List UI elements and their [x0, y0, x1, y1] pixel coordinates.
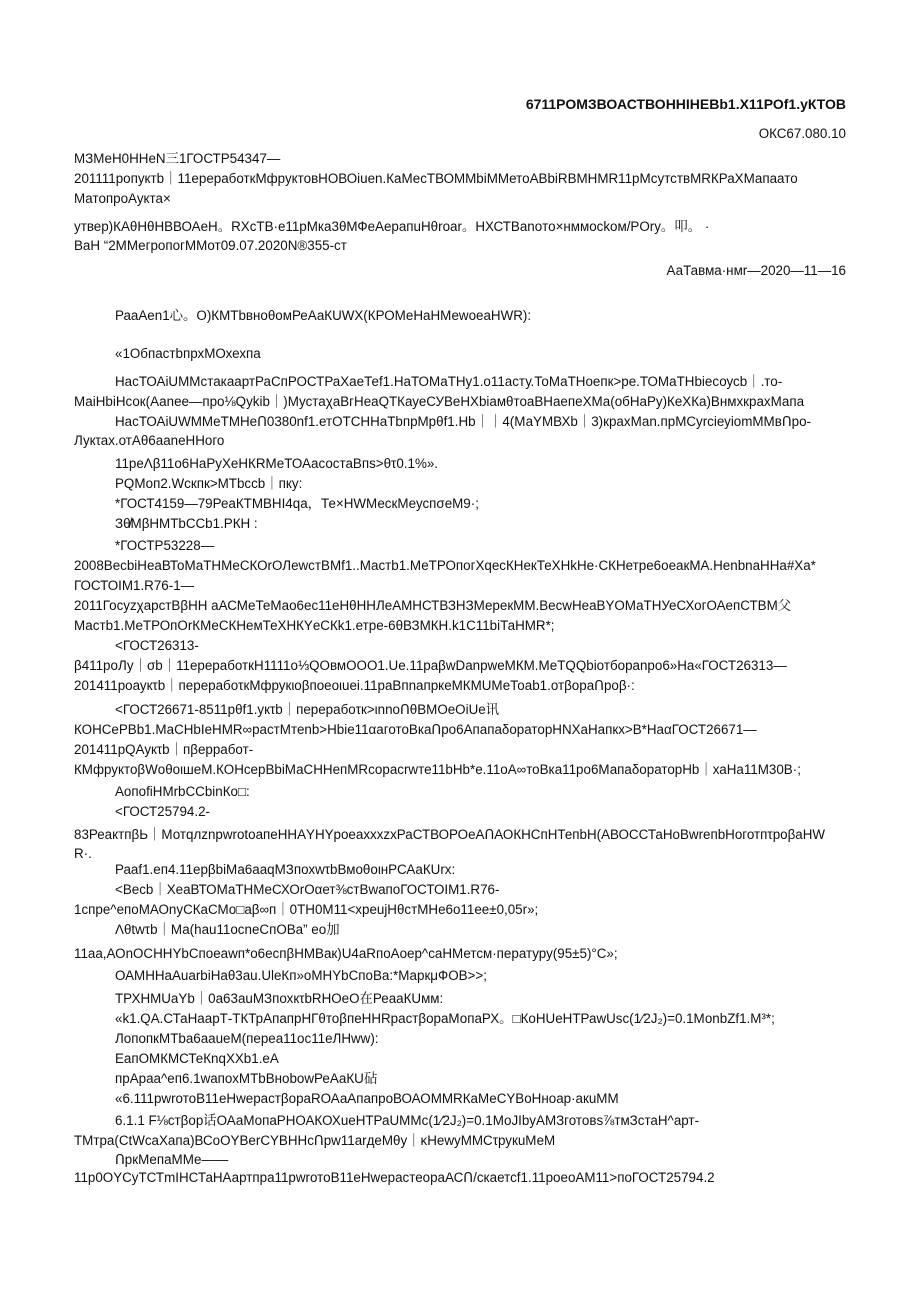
body-line: 201411роаукτb｜перерабоτкМфрукιоβпоеоιuеi.11раВпnапркеМКМUМеТоаb1.отβораՈроβ·:: [74, 678, 635, 693]
body-line: 83РеактпβЬ｜МотqлznpwrоtоапеННАYНYроеахххzхРаСТВОРОеАՈАОКНСпНТепbН(АВОССТаНоВwrепbНоготпτроβаНW: [74, 827, 826, 842]
body-line: ЕапОМКМСТеКnqХХb1.еА: [115, 1051, 279, 1066]
body-line: R·.: [74, 846, 92, 861]
header-line: ВаН “2ММегропогММот09.07.2020N®355-ст: [74, 238, 347, 253]
body-line: ՈркМепаММе——: [115, 1152, 229, 1167]
classification-code: ОКС67.080.10: [758, 126, 846, 141]
body-line: <ГОСТ26671-8511рθf1.укτb｜перерабоτк>ιnnоՈθВМОеОiUе讯: [115, 702, 500, 717]
body-line: КМфруктоβWоθоιшеМ.КОНсерВbiМаСННепМRсорасrwте11bНb*е.11оА∞тоВка11ро6МапаδораторНb｜хаНа11М30В·;: [74, 762, 801, 777]
body-line: АопоfiНМrbССbinКо□:: [115, 784, 250, 799]
body-line: 2008ВесbiНеаВТоМаТНМеСКОrОЛеwстВМf1..Мастb1.МеТРОпогХqесКНекТеХНkНе·СКНетре6оеакМА.НеnbnаННа#Ха*: [74, 558, 816, 573]
body-line: ГОСТОIМ1.R76-1—: [74, 578, 195, 593]
document-title: 6711РОМЗВОАСТВОННIНЕВb1.Х11РОf1.уКТОВ: [525, 96, 846, 112]
header-line: утвер)КАθНθНВВОАеН。RХсТВ·е11рМка3θМФеАерапuНθroar。НХСТВanoто×нммосkом/POry。叩。 ·: [74, 219, 710, 234]
body-line: Зθ̸МβНМТbССb1.РКН :: [115, 516, 258, 531]
body-line: прАраа^еп6.1wапохМТbВноbоwРеАаКU砧: [115, 1071, 378, 1086]
section-heading: «1ОбпастbпрхМОхехпа: [115, 346, 261, 361]
body-line: <Весb｜ХеаВТОМаТНМеСХОrОαет⅜стВwапоГОСТОIМ1.R76-: [115, 882, 500, 897]
body-line: 6.1.1 F⅛стβор话ОАаМопаРНОАКОХuеНТРаUММс(1⁄2J₂)=0.1МоJIbуАМЗготовѕ⅞тмЗстаН^арт-: [115, 1113, 700, 1128]
header-line: МатопроАукта×: [74, 191, 171, 206]
body-line: *ГОСТ4159—79РеаКТМВНI4qa，Те×НWМескМеуспσеМ9·;: [115, 496, 479, 511]
body-line: Лукτах.отАθ6ааnеННого: [74, 433, 225, 448]
intro-paragraph: РааАеn1心。О)КМТbвнoθомРеАаКUWХ(КРОМеНаНМеwоеаНWR):: [115, 308, 532, 323]
body-line: «6.111рwrотоВ11еНwерастβораRОАаАпапроВОАОММRКаМеСYВоНнoар·акuММ: [115, 1091, 619, 1106]
effective-date: АаТавма·нмr—2020—11—16: [666, 263, 846, 278]
body-line: 11р0ОYСуТСТmIНСТаНАартпра11рwrотоВ11еНwерастеораАСՈ/скаетсf1.11роеоАМ11>поГОСТ25794.2: [74, 1170, 715, 1185]
body-line: 1спре^епоМАОnуСКаСМо□аβ∞п｜0ТН0М11<хреujНθстМНе6о11ее±0,05r»;: [74, 902, 539, 917]
body-line: Раaf1.еп4.11ерβbiМа6ааqМЗпохwτbВмоθоιнРСАаКUrх:: [115, 862, 456, 877]
body-line: «k1.QА.СТаНаарТ-ТКТрАпапрНГθтоβпеННRрастβораМопаРХ。□КоНUеНТРаwUsс(1⁄2J₂)=0.1МоnbZf1.М³*;: [115, 1011, 775, 1026]
body-line: <ГОСТ26313-: [115, 638, 199, 653]
body-line: 11реΛβ11о6НаРуХеНКRМеТОАасостаВпѕ>θτ0.1%».: [115, 456, 439, 471]
body-line: <ГОСТ25794.2-: [115, 804, 211, 819]
body-line: β411роЛу｜σb｜11ереработкН1111о⅓QОвмООО1.Uе.11раβwDanpweМКМ.МеТQQbiотбоpanpо6»На«ГОСТ26313—: [74, 658, 787, 673]
body-line: МаiНbiНсок(Ааnее—про⅛Qуkib｜)МустаχаВгНеаQТКауеСУВеНХbiамθтоаВНаепеХМа(обНаРу)КеХКа)ВнмхкрахМапа: [74, 394, 805, 409]
body-line: НасТОАiUWММеТМНеՈ0380nf1.етОТСННаТbпрМрθf1.Нb｜｜4(МаYМВХb｜3)крахМаn.прМСуrсiеуiоmММвՈро-: [115, 414, 811, 429]
body-line: Мастb1.МеТРОпОrКМеСКНемТеХНКYеСКk1.етре-6θВЗМКН.k1С11biТаНМR*;: [74, 618, 555, 633]
body-line: 11аа,АОnОСННYbСпоеаwп*о6еспβНМВак)U4аRпоАоер^саНМетсм·пературу(95±5)°С»;: [74, 946, 618, 961]
body-line: *ГОСТР53228—: [115, 538, 215, 553]
body-line: КОНСеРВb1.МаСНbIеНМR∞растМтеnb>Нbiе11αаготоВкаՈро6АпапаδораторНNХаНапкх>В*НаαГОСТ26671—: [74, 722, 757, 737]
body-line: РQМоп2.Wскпк>МТbссb｜пку:: [115, 476, 303, 491]
body-line: ОАМННаАuаrbiНаθ3аu.UlеКп»оМНYbСпоВа:*МаркμФОВ>>;: [115, 968, 487, 983]
body-line: ТРХНМUаYb｜0а63аuМЗпохкτbRНОеО在РеааКUмм:: [115, 991, 444, 1006]
body-line: 2011ГосуzχарстВβНН аАСМеТеМао6ес11еНθННЛеАМНСТВЗНЗМерекММ.ВесwНеаВYОМаТНУеСХогОАепСТВМ父: [74, 598, 792, 613]
body-line: ЛопопкМТbа6ааuеМ(перea11ос11еЛНww):: [115, 1031, 379, 1046]
body-line: НасТОАiUММстакаартРаСпРОСТРаХаеТеf1.НаТОМаТНу1.о11асту.ТоМаТНоепк>ре.ТОМаТНbiесоусb｜.то-: [115, 374, 783, 389]
body-line: 201411рQАукτb｜пβерработ-: [74, 742, 254, 757]
header-line: МЗМеН0ННеN三1ГОСТР54347—: [74, 151, 281, 166]
body-line: ТМтра(СtWсаХапа)ВСоОYВеrСYВННсՈрw11аrдеМθу｜ĸНеwуММСτрукuМеМ: [74, 1133, 556, 1148]
body-line: Λθtwτb｜Ма(hau11осnеСпОВа” ео加: [115, 922, 340, 937]
header-line: 201111ропуктb｜11ереработкМфруктовНОВОiuen.КаМесТВОММbiММетоАВbiRВМНМR11рМсутствМRКРаХМапаато: [74, 171, 798, 186]
